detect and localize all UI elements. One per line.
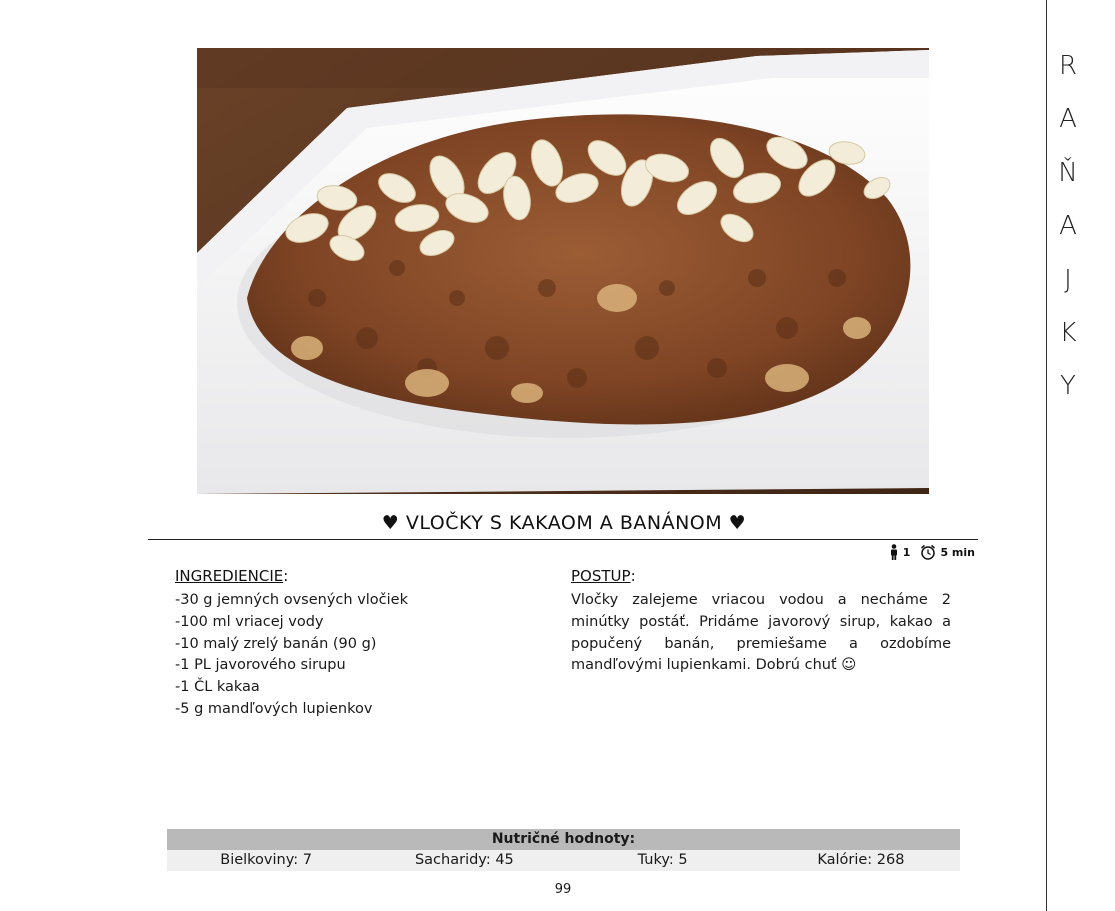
nutrition-protein: Bielkoviny: 7: [220, 852, 312, 868]
recipe-title: ♥ VLOČKY S KAKAOM A BANÁNOM ♥: [381, 512, 747, 534]
nutrition-values: [167, 850, 960, 871]
side-letter: Y: [1060, 371, 1076, 402]
oatmeal-photo-illustration: [197, 48, 929, 494]
side-letter: A: [1059, 104, 1077, 135]
title-divider: [148, 539, 978, 540]
prep-time: 5 min: [940, 545, 975, 559]
nutrition-calories: Kalórie: 268: [817, 852, 905, 868]
side-divider: [1046, 0, 1047, 911]
ingredient-item: -1 ČL kakaa: [175, 679, 260, 696]
procedure-heading: POSTUP:: [571, 567, 636, 585]
nutrition-heading: Nutričné hodnoty:: [167, 829, 960, 850]
side-letter: Ň: [1058, 157, 1078, 188]
side-letter: R: [1058, 51, 1078, 81]
ingredient-item: -5 g mandľových lupienkov: [175, 700, 373, 717]
ingredients-list: [175, 590, 408, 721]
servings-count: 1: [902, 545, 911, 559]
ingredients-heading: INGREDIENCIE:: [175, 567, 289, 585]
ingredient-item: -10 malý zrelý banán (90 g): [175, 635, 377, 652]
ingredient-item: -1 PL javorového sirupu: [175, 657, 346, 674]
person-icon: [889, 544, 899, 560]
page-number: 99: [554, 882, 572, 897]
ingredient-item: -100 ml vriacej vody: [175, 613, 324, 630]
side-letter: J: [1064, 264, 1072, 295]
nutrition-fat: Tuky: 5: [637, 852, 688, 868]
side-letter: K: [1059, 317, 1077, 348]
alarm-clock-icon: [920, 544, 936, 560]
recipe-meta: [889, 544, 975, 560]
ingredient-item: -30 g jemných ovsených vločiek: [175, 592, 408, 608]
side-letter: A: [1059, 211, 1077, 242]
nutrition-carbs: Sacharidy: 45: [414, 852, 514, 868]
procedure-text: Vločky zalejeme vriacou vodou a necháme 2 minútky postáť. Pridáme javorový sirup, kakao a popučený banán, premiešame a ozdobíme mandľovými lupienkami. Dobrú chuť ☺: [571, 592, 951, 674]
recipe-photo: [197, 48, 929, 494]
side-section-title: [1048, 48, 1088, 422]
